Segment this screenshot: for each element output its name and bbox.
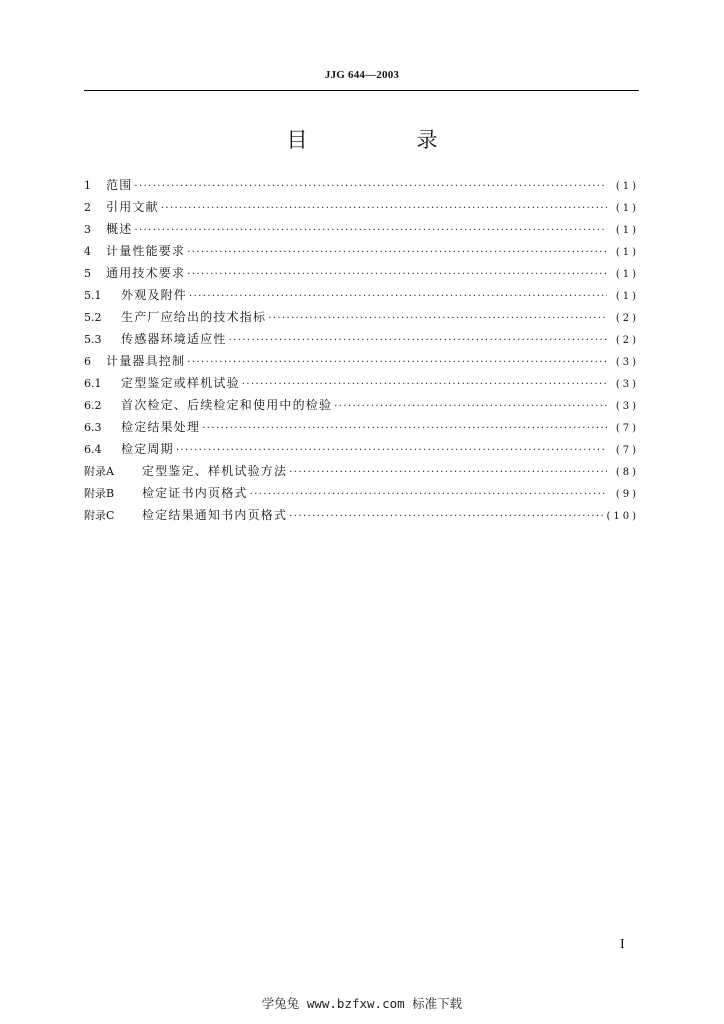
toc-leader-dots: [187, 247, 607, 258]
toc-entry-number: 附录C: [84, 509, 115, 522]
toc-entry-number: 5.3: [84, 333, 102, 346]
toc-entry-title: 检定周期: [121, 442, 174, 456]
toc-entry[interactable]: [84, 264, 639, 286]
toc-entry-title: 定型鉴定或样机试验: [121, 376, 240, 390]
toc-entry-title: 检定结果通知书内页格式: [142, 508, 288, 522]
toc-entry-title: 检定结果处理: [121, 420, 201, 434]
toc-leader-dots: [187, 357, 607, 368]
toc-entry[interactable]: [84, 374, 639, 396]
toc-entry-title: 通用技术要求: [106, 266, 186, 280]
toc-entry[interactable]: [84, 198, 639, 220]
toc-entry-number: 6.1: [84, 377, 102, 390]
toc-leader-dots: [189, 291, 607, 302]
toc-leader-dots: [134, 181, 607, 192]
toc-leader-dots: [202, 423, 607, 434]
toc-entry-page: (1): [615, 291, 639, 302]
footer-watermark: 学兔兔 www.bzfxw.com 标准下载: [261, 996, 463, 1011]
toc-entry-number: 4: [84, 245, 91, 258]
toc-entry-page: (8): [615, 467, 639, 478]
toc-entry[interactable]: [84, 286, 639, 308]
toc-entry-number: 2: [84, 201, 91, 214]
toc-entry-page: (2): [615, 313, 639, 324]
document-code: JJG 644—2003: [324, 69, 400, 81]
toc-entry[interactable]: [84, 352, 639, 374]
toc-entry-page: (1): [615, 269, 639, 280]
toc-entry-number: 5.1: [84, 289, 102, 302]
toc-entry-page: (1): [615, 181, 639, 192]
toc-entry-number: 5.2: [84, 311, 102, 324]
toc-entry-title: 检定证书内页格式: [142, 486, 248, 500]
toc-entry-title: 生产厂应给出的技术指标: [121, 310, 267, 324]
toc-entry-number: 附录B: [84, 487, 115, 500]
toc-entry-page: (3): [615, 379, 639, 390]
toc-entry-page: (10): [606, 511, 639, 522]
toc-leader-dots: [176, 445, 607, 456]
toc-entry-number: 6.4: [84, 443, 102, 456]
toc-leader-dots: [229, 335, 607, 346]
toc-entry-title: 计量性能要求: [106, 244, 186, 258]
header-rule: [84, 90, 639, 91]
toc-entry[interactable]: [84, 506, 639, 528]
toc-entry-title: 计量器具控制: [106, 354, 186, 368]
toc-entry[interactable]: [84, 396, 639, 418]
toc-leader-dots: [134, 225, 607, 236]
table-of-contents: [84, 176, 639, 528]
toc-entry-page: (9): [615, 489, 639, 500]
toc-entry[interactable]: [84, 220, 639, 242]
toc-entry-title: 概述: [106, 222, 133, 236]
page-number: I: [620, 937, 625, 952]
toc-entry-page: (3): [615, 357, 639, 368]
toc-leader-dots: [161, 203, 607, 214]
toc-entry[interactable]: [84, 462, 639, 484]
toc-entry-title: 范围: [106, 178, 133, 192]
toc-entry[interactable]: [84, 308, 639, 330]
toc-entry[interactable]: [84, 484, 639, 506]
toc-leader-dots: [334, 401, 607, 412]
toc-leader-dots: [268, 313, 607, 324]
toc-entry-number: 附录A: [84, 465, 114, 478]
toc-entry-page: (2): [615, 335, 639, 346]
toc-entry-page: (3): [615, 401, 639, 412]
toc-entry-page: (1): [615, 247, 639, 258]
toc-entry-number: 6.3: [84, 421, 102, 434]
toc-entry-page: (7): [615, 423, 639, 434]
toc-leader-dots: [289, 511, 604, 522]
toc-entry-number: 1: [84, 179, 91, 192]
toc-entry-title: 传感器环境适应性: [121, 332, 227, 346]
toc-entry-number: 3: [84, 223, 91, 236]
toc-leader-dots: [289, 467, 607, 478]
toc-entry-title: 外观及附件: [121, 288, 188, 302]
page-title: 目 录: [286, 128, 482, 152]
toc-entry-number: 6.2: [84, 399, 102, 412]
toc-entry-title: 定型鉴定、样机试验方法: [142, 464, 288, 478]
toc-entry-number: 5: [84, 267, 91, 280]
toc-entry-page: (1): [615, 225, 639, 236]
toc-entry-title: 首次检定、后续检定和使用中的检验: [121, 398, 333, 412]
toc-entry[interactable]: [84, 330, 639, 352]
toc-leader-dots: [250, 489, 607, 500]
toc-entry[interactable]: [84, 242, 639, 264]
toc-entry-page: (7): [615, 445, 639, 456]
toc-entry-title: 引用文献: [106, 200, 159, 214]
toc-entry[interactable]: [84, 440, 639, 462]
toc-leader-dots: [187, 269, 607, 280]
toc-leader-dots: [242, 379, 607, 390]
toc-entry[interactable]: [84, 418, 639, 440]
toc-entry-page: (1): [615, 203, 639, 214]
toc-entry-number: 6: [84, 355, 91, 368]
toc-entry[interactable]: [84, 176, 639, 198]
